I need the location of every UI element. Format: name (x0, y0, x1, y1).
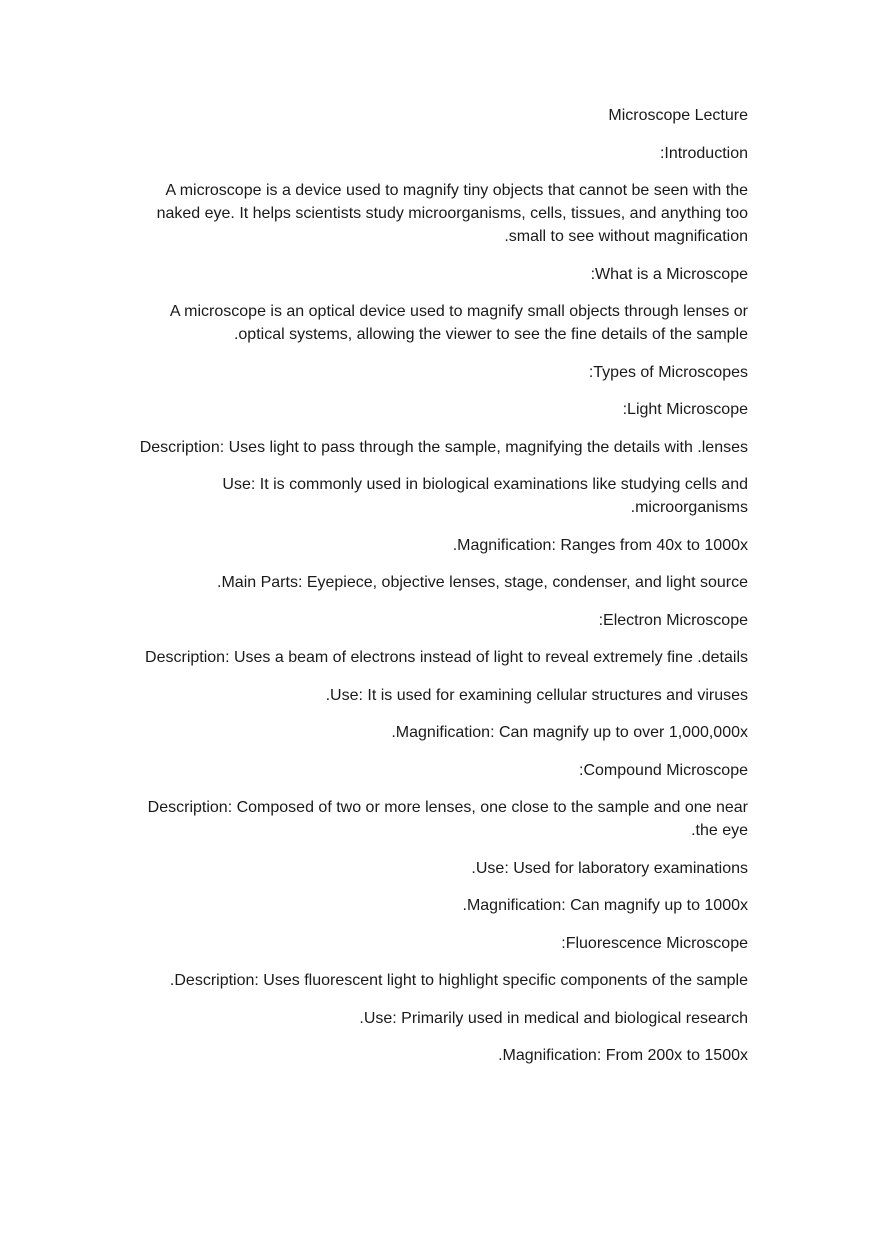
light-microscope-use: Use: It is commonly used in biological examinations like studying cells and .microorganisms (222, 476, 748, 516)
heading-compound-microscope: :Compound Microscope (579, 761, 748, 779)
heading-fluorescence-microscope: :Fluorescence Microscope (561, 934, 748, 952)
electron-microscope-magnification: .Magnification: Can magnify up to over 1,000,000x (391, 724, 748, 741)
heading-what-is-microscope: :What is a Microscope (590, 265, 748, 283)
fluorescence-microscope-use: .Use: Primarily used in medical and biological research (359, 1009, 748, 1027)
document-title: Microscope Lecture (608, 107, 748, 124)
heading-electron-microscope: :Electron Microscope (598, 611, 748, 629)
light-microscope-magnification: .Magnification: Ranges from 40x to 1000x (452, 536, 748, 554)
heading-introduction: :Introduction (659, 144, 748, 162)
electron-microscope-description: Description: Uses a beam of electrons instead of light to reveal extremely fine .details (145, 649, 748, 666)
paragraph-what-is-microscope: A microscope is an optical device used to magnify small objects through lenses or .optical systems, allowing the viewer to see the fine details of the sample (169, 303, 748, 343)
electron-microscope-use: .Use: It is used for examining cellular structures and viruses (325, 686, 748, 704)
compound-microscope-description: Description: Composed of two or more lenses, one close to the sample and one near .the eye (147, 799, 748, 839)
fluorescence-microscope-magnification: .Magnification: From 200x to 1500x (498, 1047, 748, 1064)
light-microscope-description: Description: Uses light to pass through the sample, magnifying the details with .lenses (139, 438, 748, 456)
compound-microscope-magnification: .Magnification: Can magnify up to 1000x (462, 897, 748, 914)
document-body (132, 104, 748, 1082)
paragraph-introduction: A microscope is a device used to magnify tiny objects that cannot be seen with the naked eye. It helps scientists study microorganisms, cells, tissues, and anything too .small to see without magnification (156, 182, 748, 245)
heading-light-microscope: :Light Microscope (622, 401, 748, 418)
light-microscope-main-parts: .Main Parts: Eyepiece, objective lenses, stage, condenser, and light source (217, 574, 748, 591)
fluorescence-microscope-description: .Description: Uses fluorescent light to highlight specific components of the sample (169, 972, 748, 989)
compound-microscope-use: .Use: Used for laboratory examinations (471, 859, 748, 877)
heading-types-of-microscopes: :Types of Microscopes (588, 363, 748, 381)
